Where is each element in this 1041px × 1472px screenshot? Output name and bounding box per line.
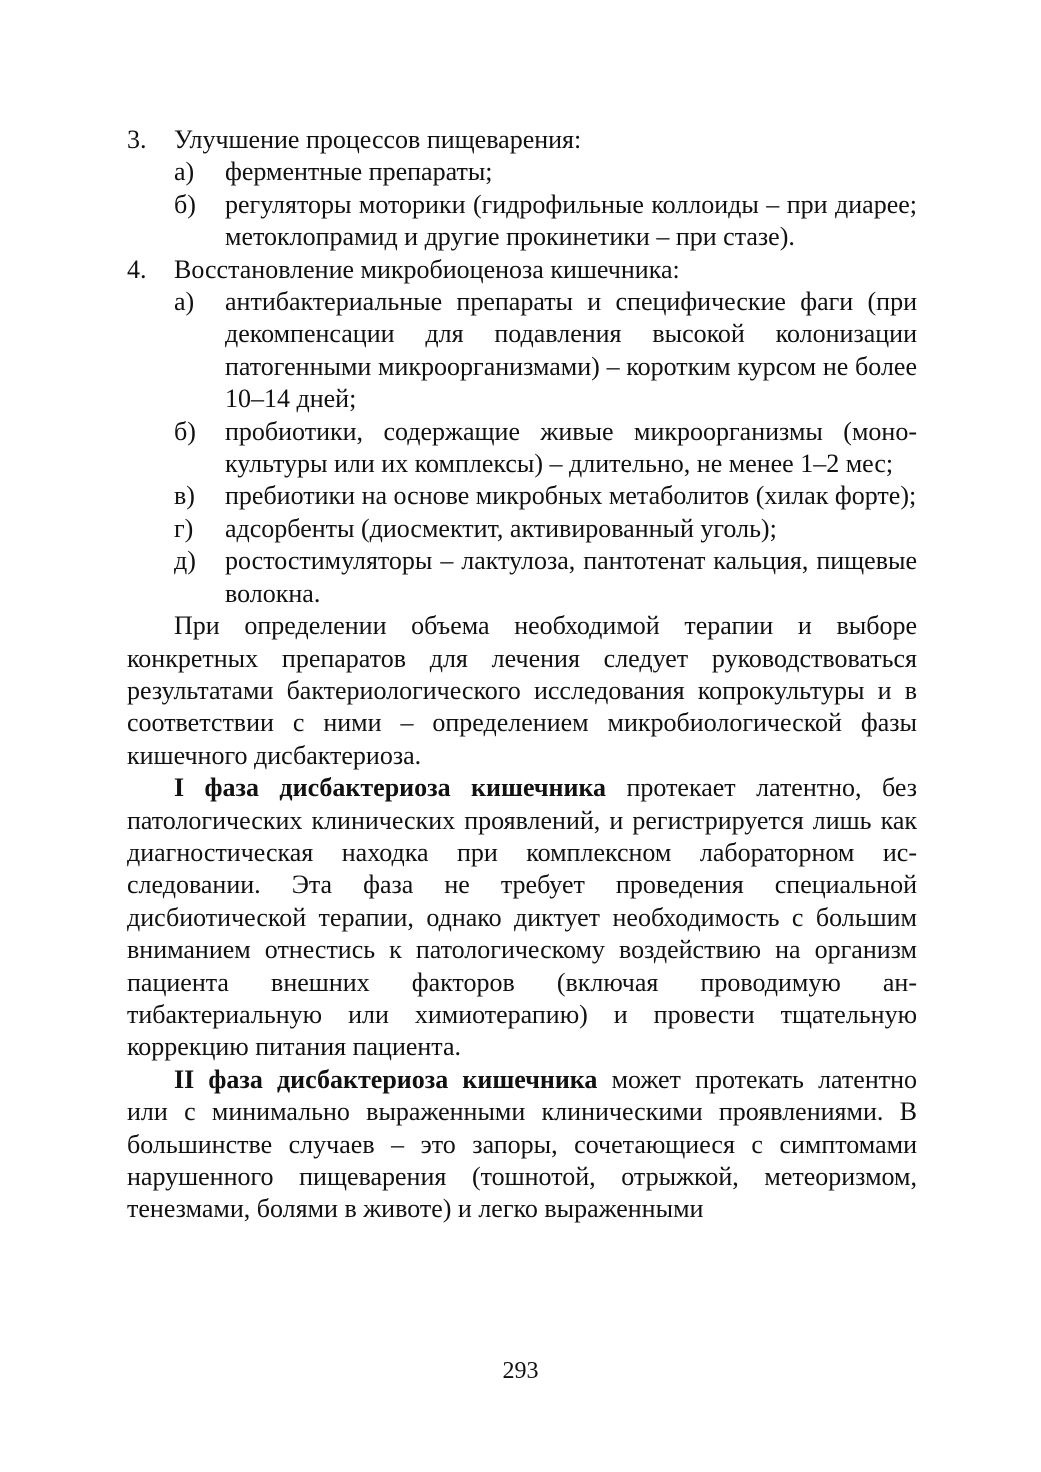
sub-item <box>174 156 917 188</box>
list-item-title: Восстановление микробиоценоза кишечника: <box>174 254 680 284</box>
sub-item <box>174 545 917 610</box>
sub-item-letter: б) <box>174 416 196 446</box>
sub-item-letter: б) <box>174 189 196 219</box>
paragraph-phase-2 <box>127 1064 917 1226</box>
sub-item-text: регуляторы моторики (гидрофильные коллоиды – при диарее; метоклопрамид и другие прокинетики – при стазе). <box>225 189 917 252</box>
sub-item-letter: д) <box>174 546 196 576</box>
paragraph-phase-1 <box>127 772 917 1064</box>
list-item-title: Улучшение процессов пищеварения: <box>174 125 582 154</box>
list-item-3 <box>127 124 917 156</box>
sub-item-text: адсорбенты (диосмектит, активированный уголь); <box>225 513 777 543</box>
sub-item <box>174 416 917 481</box>
sub-item <box>174 513 917 545</box>
sub-item-text: пробиотики, содержащие живые микроорганизмы (монокультуры или их комплексы) – длительно, не менее 1–2 мес; <box>225 416 917 479</box>
list-item-4 <box>127 254 917 286</box>
list-number: 4. <box>127 254 147 284</box>
sub-item-text: антибактериальные препараты и специфические фаги (при декомпенсации для подавления высокой колонизации патогенными микроорганизмами) – коротким курсом не более 10–14 дней; <box>225 287 917 414</box>
sub-item <box>174 286 917 416</box>
sub-item-text: пребиотики на основе микробных метаболитов (хилак форте); <box>225 481 917 511</box>
sub-item-text: ростостимуляторы – лактулоза, пантотенат кальция, пищевые волокна. <box>225 546 917 608</box>
sub-item-letter: а) <box>174 287 195 317</box>
phase-1-text: протекает латентно, без патологических клинических проявлений, и регистрируется лишь как диагностическая находка при комплексном лабораторном исследовании. Эта фаза не требует проведения специальной дисбиотической терапии, однако диктует необходимость с большим вниманием отнестись к патологическому воздействию на организм пациента внешних факторов (включая проводимую антибактериальную или химиотерапию) и провести тщательную коррекцию питания пациента. <box>127 773 917 1062</box>
sub-item-letter: а) <box>174 157 195 187</box>
sub-item <box>174 480 917 512</box>
phase-2-text: может протекать латентно или с минимально выраженными клиническими проявлениями. В большинстве случаев – это запоры, сочетающиеся с симптомами нарушенного пищеварения (тошнотой, отрыжкой, метеоризмом, тенезмами, болями в животе) и легко выраженными <box>127 1064 918 1224</box>
page-number: 293 <box>502 1358 539 1384</box>
sub-item <box>174 189 917 254</box>
phase-2-heading: II фаза дисбактериоза кишечника <box>174 1064 598 1094</box>
phase-1-heading: I фаза дисбактериоза кишечника <box>174 773 607 803</box>
sub-item-letter: в) <box>174 481 195 511</box>
sub-item-text: ферментные препараты; <box>225 157 493 187</box>
sub-item-letter: г) <box>174 513 194 543</box>
paragraph-therapy: При определении объема необходимой терапии и выборе конкретных препаратов для лечения следует руководствоваться результатами бактериологического исследования копрокультуры и в соответствии с ними – определением микробиологической фазы кишечного дисбактериоза. <box>127 611 917 770</box>
page-text <box>127 124 917 1226</box>
list-number: 3. <box>127 125 147 154</box>
